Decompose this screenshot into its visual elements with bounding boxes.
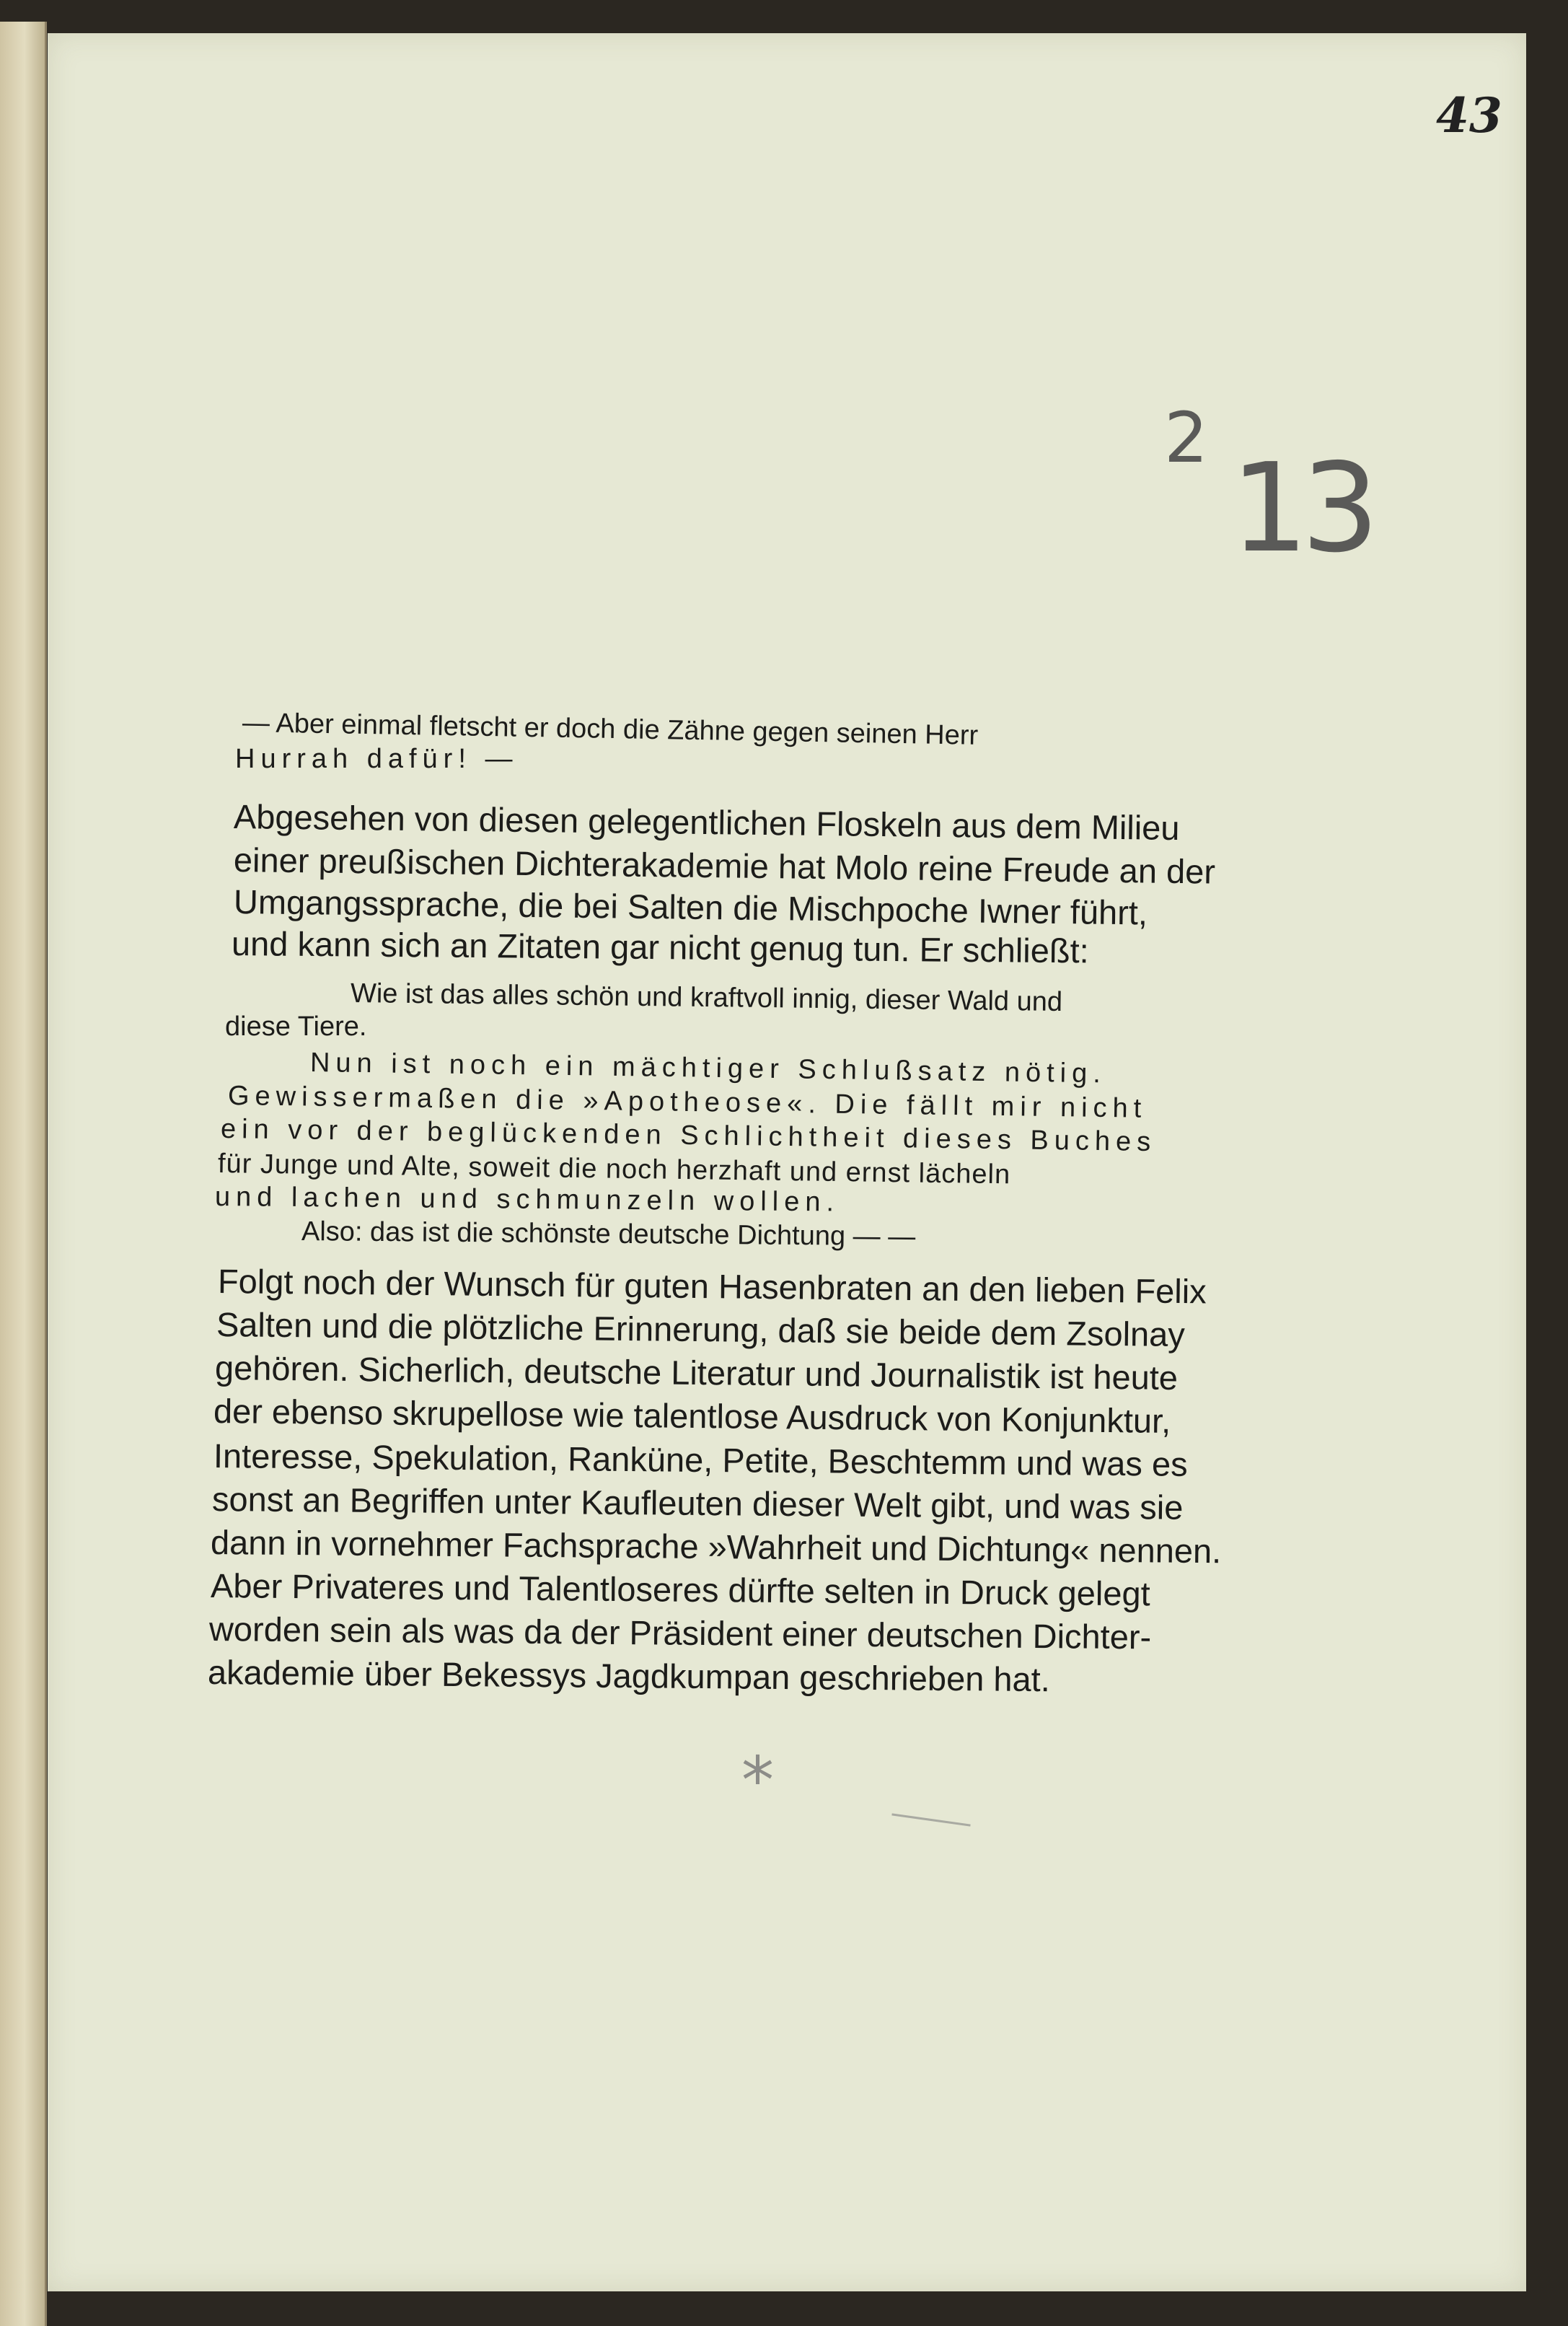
text-line: und lachen und schmunzeln wollen. — [214, 1182, 840, 1218]
text-line: einer preußischen Dichterakademie hat Molo reine Freude an der — [233, 841, 1216, 891]
text-line: und kann sich an Zitaten gar nicht genug tun. Er schließt: — [231, 924, 1089, 970]
page — [48, 33, 1526, 2291]
text-line: dann in vornehmer Fachsprache »Wahrheit und Dichtung« nennen. — [210, 1523, 1222, 1571]
text-line: für Junge und Alte, soweit die noch herzhaft und ernst lächeln — [217, 1149, 1011, 1190]
pencil-mark-2: 2 — [1164, 398, 1209, 478]
text-line: Gewissermaßen die »Apotheose«. Die fällt mir nicht — [227, 1081, 1148, 1124]
text-line: — Aber einmal fletscht er doch die Zähne gegen seinen Herr — [242, 708, 979, 751]
text-line: diese Tiere. — [225, 1011, 367, 1042]
text-line: Umgangssprache, die bei Salten die Mischpoche Iwner führt, — [233, 882, 1148, 932]
page-number: 43 — [1436, 87, 1502, 144]
text-line: Interesse, Spekulation, Ranküne, Petite, Beschtemm und was es — [213, 1436, 1188, 1483]
text-line: worden sein als was da der Präsident einer deutschen Dichter- — [208, 1610, 1152, 1656]
text-line: Hurrah dafür! — — [235, 744, 519, 774]
previous-page-edge — [0, 22, 47, 2326]
text-line: Abgesehen von diesen gelegentlichen Floskeln aus dem Milieu — [233, 797, 1180, 848]
text-line: Aber Privateres und Talentloseres dürfte selten in Druck gelegt — [210, 1566, 1150, 1613]
text-line: gehören. Sicherlich, deutsche Literatur und Journalistik ist heute — [214, 1348, 1179, 1397]
text-line: sonst an Begriffen unter Kaufleuten dieser Welt gibt, und was sie — [211, 1480, 1184, 1527]
text-line: ein vor der beglückenden Schlichtheit dieses Buches — [220, 1114, 1157, 1158]
text-line: Nun ist noch ein mächtiger Schlußsatz nötig. — [309, 1048, 1107, 1089]
pencil-stroke — [891, 1813, 970, 1826]
text-line: Wie ist das alles schön und kraftvoll innig, dieser Wald und — [350, 978, 1063, 1018]
text-line: der ebenso skrupellose wie talentlose Ausdruck von Konjunktur, — [213, 1392, 1171, 1440]
text-line: Folgt noch der Wunsch für guten Hasenbraten an den lieben Felix — [217, 1262, 1207, 1311]
pencil-mark-13: 13 — [1230, 437, 1373, 580]
asterisk-ornament: * — [741, 1743, 774, 1819]
text-line: Salten und die plötzliche Erinnerung, daß sie beide dem Zsolnay — [216, 1305, 1186, 1354]
text-line: Also: das ist die schönste deutsche Dichtung — — — [301, 1216, 916, 1252]
text-line: akademie über Bekessys Jagdkumpan geschrieben hat. — [207, 1653, 1051, 1699]
